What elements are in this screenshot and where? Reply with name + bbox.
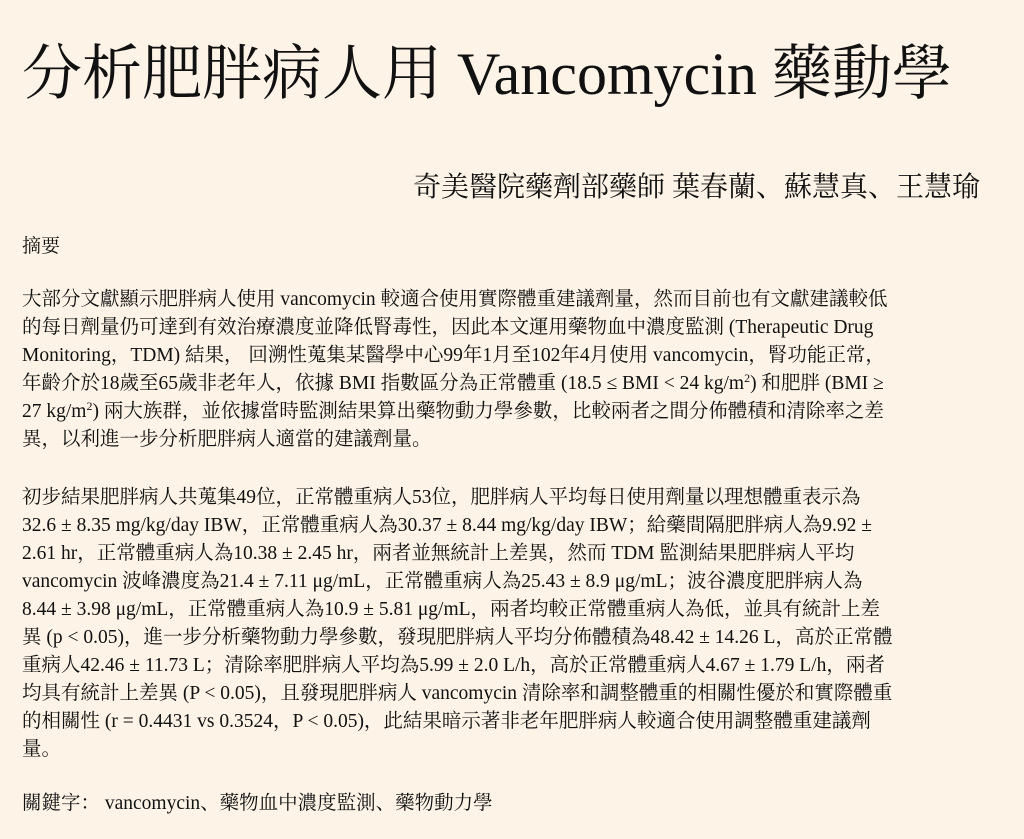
superscript: 2: [86, 399, 93, 413]
text-line: 重病人42.46 ± 11.73 L；清除率肥胖病人平均為5.99 ± 2.0 L/h，高於正常體重病人4.67 ± 1.79 L/h，兩者: [22, 655, 885, 676]
page-title: 分析肥胖病人用 Vancomycin 藥動學: [22, 41, 952, 107]
text-segment: ) 和肥胖 (BMI ≥: [750, 373, 884, 394]
text-line: 均具有統計上差異 (P < 0.05)，且發現肥胖病人 vancomycin 清除率和調整體重的相關性優於和實際體重: [22, 683, 893, 704]
keywords-text: 關鍵字： vancomycin、藥物血中濃度監測、藥物動力學: [22, 793, 493, 814]
text-segment: ) 兩大族群，並依據當時監測結果算出藥物動力學參數，比較兩者之間分佈體積和清除率之差: [92, 401, 884, 422]
abstract-heading: 摘要: [22, 236, 61, 257]
text-line: [22, 398, 980, 426]
superscript: 2: [744, 371, 751, 385]
text-line: 的每日劑量仍可達到有效治療濃度並降低腎毒性，因此本文運用藥物血中濃度監測 (Therapeutic Drug: [22, 317, 874, 338]
text-line: vancomycin 波峰濃度為21.4 ± 7.11 μg/mL，正常體重病人為25.43 ± 8.9 μg/mL；波谷濃度肥胖病人為: [22, 571, 863, 592]
authors-line: 奇美醫院藥劑部藥師 葉春蘭、蘇慧真、王慧瑜: [412, 172, 980, 203]
text-line: 的相關性 (r = 0.4431 vs 0.3524，P < 0.05)，此結果暗示著非老年肥胖病人較適合使用調整體重建議劑: [22, 711, 871, 732]
text-line: 異 (p < 0.05)，進一步分析藥物動力學參數，發現肥胖病人平均分佈體積為48.42 ± 14.26 L，高於正常體: [22, 627, 893, 648]
text-line: [22, 370, 980, 398]
text-line: 大部分文獻顯示肥胖病人使用 vancomycin 較適合使用實際體重建議劑量，然而目前也有文獻建議較低: [22, 289, 888, 310]
text-line: 初步結果肥胖病人共蒐集49位，正常體重病人53位，肥胖病人平均每日使用劑量以理想體重表示為: [22, 487, 861, 508]
text-line: 8.44 ± 3.98 μg/mL，正常體重病人為10.9 ± 5.81 μg/mL，兩者均較正常體重病人為低，並具有統計上差: [22, 599, 881, 620]
abstract-paragraph-2: [22, 454, 980, 764]
text-segment: 年齡介於18歲至65歲非老年人，依據 BMI 指數區分為正常體重 (18.5 ≤ BMI < 24 kg/m: [22, 373, 745, 394]
text-line: 量。: [22, 739, 62, 760]
text-line: 32.6 ± 8.35 mg/kg/day IBW，正常體重病人為30.37 ± 8.44 mg/kg/day IBW；給藥間隔肥胖病人為9.92 ±: [22, 515, 872, 536]
text-line: 2.61 hr，正常體重病人為10.38 ± 2.45 hr，兩者並無統計上差異，然而 TDM 監測結果肥胖病人平均: [22, 543, 855, 564]
text-line: 異，以利進一步分析肥胖病人適當的建議劑量。: [22, 429, 432, 450]
text-line: Monitoring，TDM) 結果， 回溯性蒐集某醫學中心99年1月至102年4月使用 vancomycin，腎功能正常，: [22, 345, 885, 366]
keywords-line: [22, 764, 980, 818]
abstract-paragraph-1: [22, 260, 980, 454]
text-segment: 27 kg/m: [22, 401, 87, 422]
